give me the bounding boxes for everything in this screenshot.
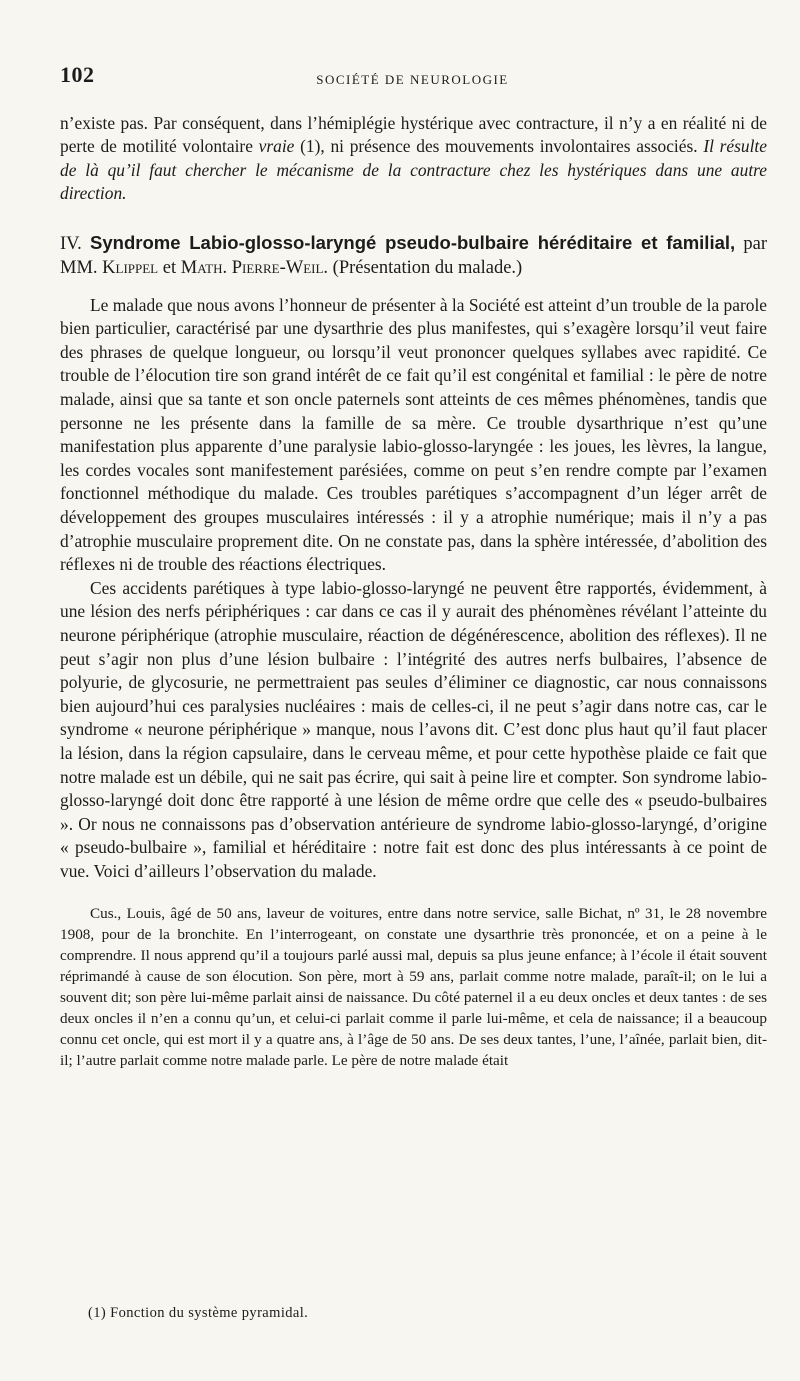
main-text bbox=[60, 294, 767, 884]
intro-text: n’existe pas. Par conséquent, dans l’hémiplégie hystérique avec contracture, il n’y a en réalité ni de perte de motilité volontaire bbox=[60, 113, 767, 157]
section-par: par MM. bbox=[60, 233, 768, 278]
author-pierre-weil: Math. Pierre-Weil bbox=[180, 257, 324, 278]
page-number: 102 bbox=[60, 62, 95, 87]
footnote: (1) Fonction du système pyramidal. bbox=[88, 1305, 309, 1321]
section-et: et bbox=[158, 257, 181, 278]
intro-paragraph bbox=[60, 112, 767, 206]
case-observation bbox=[60, 903, 767, 1071]
section-title: Syndrome Labio-glosso-laryngé pseudo-bulbaire héréditaire et familial, bbox=[90, 231, 736, 253]
section-numeral: IV. bbox=[60, 233, 82, 254]
intro-vraie: vraie bbox=[258, 136, 295, 157]
observation-text: Cus., Louis, âgé de 50 ans, laveur de voitures, entre dans notre service, salle Bichat, nº 31, le 28 novembre 1908, pour de la bronchite. En l’interrogeant, on constate une dysarthrie très prononcée, et on a peine à le comprendre. Il nous apprend qu’il a toujours parlé aussi mal, depuis sa plus jeune enfance; à l’école il était souvent réprimandé à cause de son élocution. Son père, mort à 59 ans, parlait comme notre malade, paraît-il; on le lui a souvent dit; son père lui-même parlait ainsi de naissance. Du côté paternel il a eu deux oncles et deux tantes : de ses deux oncles il n’en a connu qu’un, et celui-ci parlait comme il parle lui-même, et cela de naissance; il a beaucoup connu cet oncle, qui est mort il y a quatre ans, à l’âge de 50 ans. De ses deux tantes, l’une, l’aînée, parlait bien, dit-il; l’autre parlait comme notre malade parle. Le père de notre malade était bbox=[60, 905, 767, 1070]
intro-conclusion: Il résulte de là qu’il faut chercher le mécanisme de la contracture chez les hystériques dans une autre direction. bbox=[60, 136, 767, 204]
section-heading bbox=[60, 231, 767, 280]
section-presentation: . (Présentation du malade.) bbox=[323, 257, 523, 278]
body-paragraph-2: Ces accidents parétiques à type labio-glosso-laryngé ne peuvent être rapportés, évidemment, à une lésion des nerfs périphériques : car dans ce cas il y aurait des phénomènes révélant l’atteinte du neurone périphérique (atrophie musculaire, réaction de dégénérescence, abolition des réflexes). Il ne peut s’agir non plus d’une lésion bulbaire : l’intégrité des autres nerfs bulbaires, l’absence de polyurie, de glycosurie, ne permettraient pas seules d’éliminer ce diagnostic, car nous connaissons bien aujourd’hui ces paralysies nucléaires : mais de celles-ci, il ne peut s’agir dans notre cas, car le syndrome « neurone périphérique » manque, nous l’avons dit. C’est donc plus haut qu’il faut placer la lésion, dans la région capsulaire, dans le cerveau même, et pour cette hypothèse plaide ce fait que notre malade est un débile, qui ne sait pas écrire, qui sait à peine lire et compter. Son syndrome labio-glosso-laryngé doit donc être rapporté à une lésion de même ordre que celle des « pseudo-bulbaires ». Or nous ne connaissons pas d’observation antérieure de syndrome labio-glosso-laryngé, d’origine « pseudo-bulbaire », familial et héréditaire : notre fait est donc des plus intéressants à ce point de vue. Voici d’ailleurs l’observation du malade. bbox=[60, 577, 767, 881]
body-paragraph-1: Le malade que nous avons l’honneur de présenter à la Société est atteint d’un trouble de la parole bien particulier, caractérisé par une dysarthrie des plus manifestes, qui s’exagère lorsqu’il veut faire des phrases de quelque longueur, ou lorsqu’il veut prononcer quelques syllabes avec rapidité. Ce trouble de l’élocution tire son grand intérêt de ce fait qu’il est congénital et familial : le père de notre malade, ainsi que sa tante et son oncle paternels sont atteints de ces mêmes phénomènes, tandis que personne ne les présente dans la famille de sa mère. Ce trouble dysarthrique n’est qu’une manifestation plus apparente d’une paralysie labio-glosso-laryngée : les joues, les lèvres, la langue, les cordes vocales sont manifestement parésiées, comme on peut s’en rendre compte par l’examen fonctionnel méthodique du malade. Ces troubles parétiques s’accompagnent d’un léger arrêt de développement des groupes musculaires intéressés : il y a atrophie numérique; mais il n’y a pas d’atrophie musculaire proprement dite. On ne constate pas, dans la sphère intéressée, d’abolition des réflexes ni de trouble des réactions électriques. bbox=[60, 294, 767, 575]
running-head: SOCIÉTÉ DE NEUROLOGIE bbox=[316, 72, 509, 87]
author-klippel: Klippel bbox=[102, 257, 159, 278]
page-header bbox=[60, 62, 765, 92]
page-body bbox=[60, 112, 767, 1071]
intro-text-continued: (1), ni présence des mouvements involontaires associés. bbox=[294, 136, 704, 157]
